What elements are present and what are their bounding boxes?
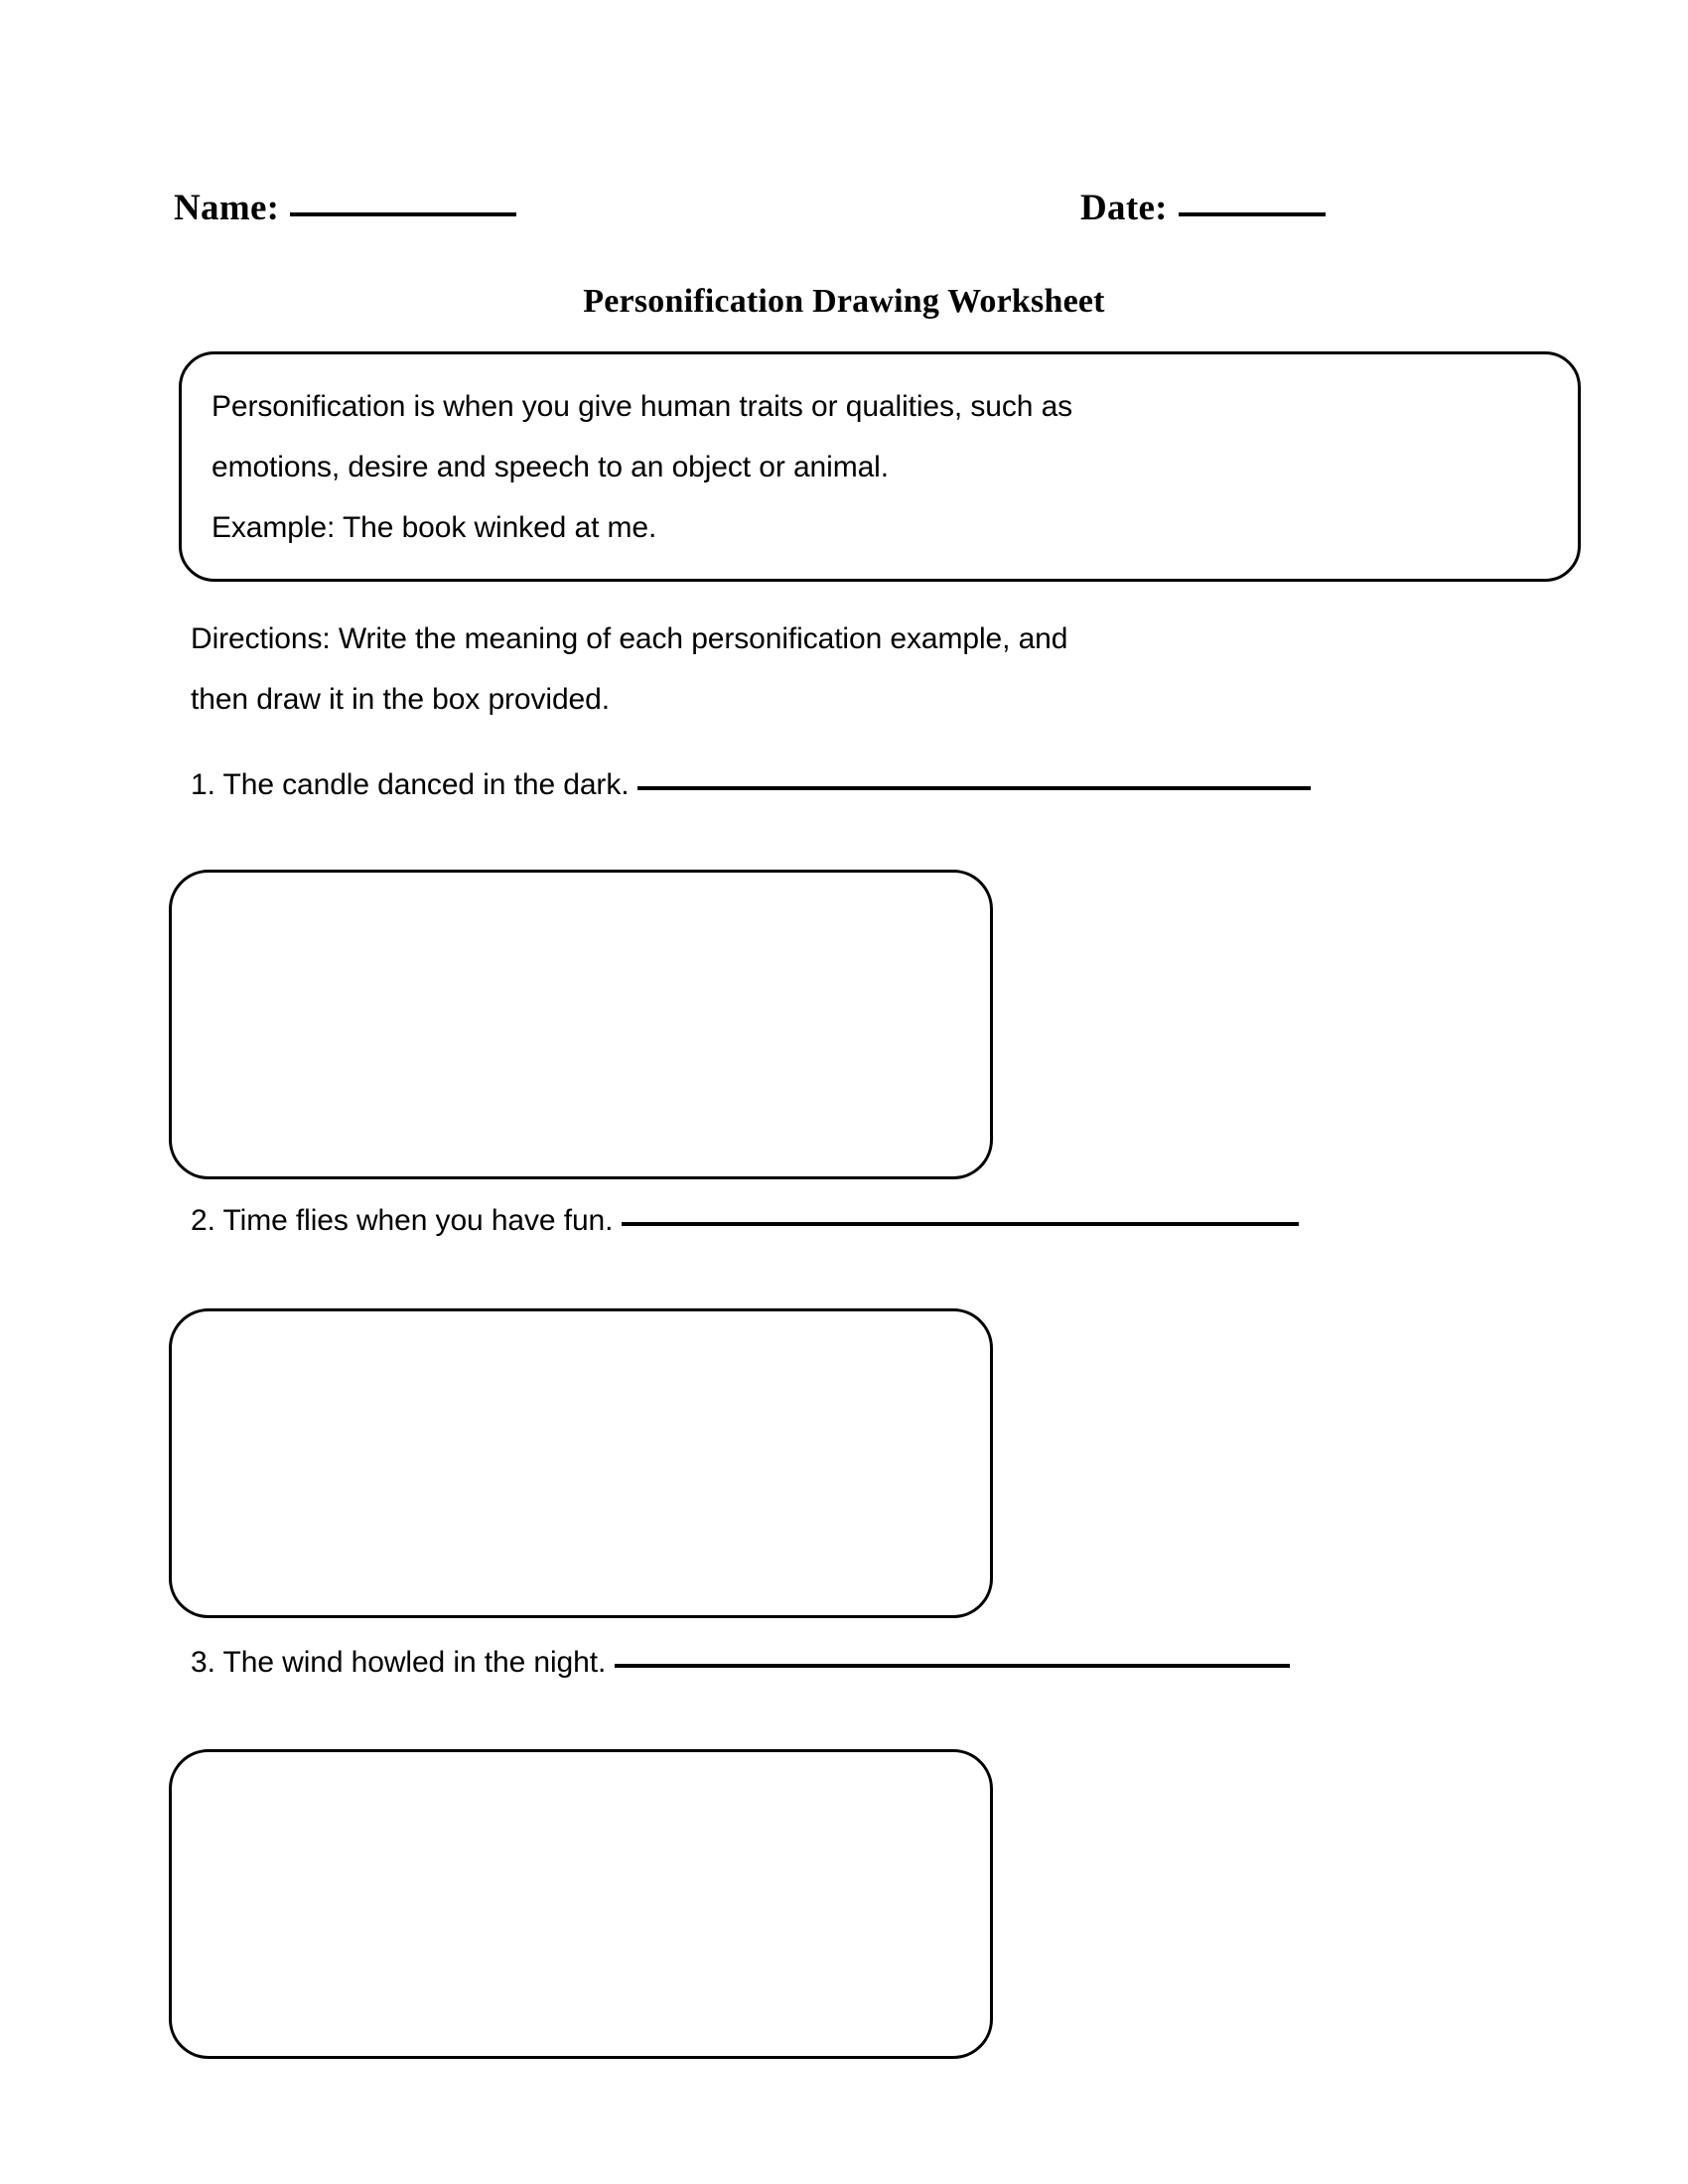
student-info-row [174, 187, 1524, 246]
question-item-2 [191, 1198, 1521, 1244]
answer-input-2[interactable] [622, 1222, 1299, 1226]
name-input[interactable] [290, 212, 516, 216]
question-prompt-3: 3. The wind howled in the night. [191, 1646, 607, 1679]
directions-line-1: Directions: Write the meaning of each personification example, and [191, 622, 1068, 655]
question-prompt-1: 1. The candle danced in the dark. [191, 768, 630, 801]
directions-text [191, 609, 1442, 730]
name-label: Name: [174, 188, 280, 228]
question-item-3 [191, 1640, 1521, 1686]
page-title: Personification Drawing Worksheet [583, 283, 1105, 320]
date-label: Date: [1080, 188, 1168, 228]
drawing-area-2[interactable] [169, 1308, 993, 1618]
drawing-area-1[interactable] [169, 870, 993, 1179]
answer-input-1[interactable] [637, 786, 1311, 790]
definition-text [211, 376, 1554, 558]
date-input[interactable] [1179, 212, 1326, 216]
date-field-group [1080, 187, 1326, 230]
definition-line-1: Personification is when you give human traits or qualities, such as [211, 390, 1073, 423]
definition-line-2: emotions, desire and speech to an object or animal. [211, 451, 889, 483]
name-field-group [174, 187, 516, 230]
answer-input-3[interactable] [615, 1664, 1290, 1668]
drawing-area-3[interactable] [169, 1749, 993, 2059]
question-item-1 [191, 762, 1521, 808]
definition-callout-box [179, 351, 1581, 582]
directions-line-2: then draw it in the box provided. [191, 683, 610, 716]
question-prompt-2: 2. Time flies when you have fun. [191, 1204, 614, 1237]
definition-line-3: Example: The book winked at me. [211, 511, 657, 544]
